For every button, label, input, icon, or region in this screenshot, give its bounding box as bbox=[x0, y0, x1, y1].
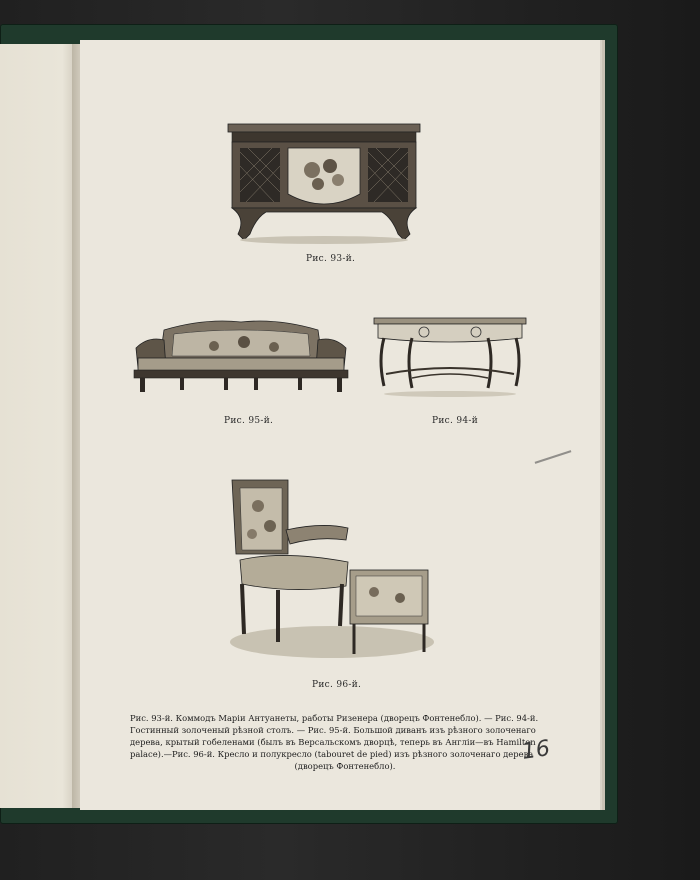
caption-line: Гостинный золоченый рѣзной столъ. — Рис. 95-й. Большой диванъ изъ рѣзного золоченаго bbox=[130, 725, 536, 735]
figure-96-label: Рис. 96-й. bbox=[312, 680, 362, 690]
figure-94-label: Рис. 94-й bbox=[432, 416, 479, 426]
figure-93-commode bbox=[226, 122, 422, 248]
left-page bbox=[0, 44, 78, 808]
figure-95-label: Рис. 95-й. bbox=[224, 416, 274, 426]
caption-line: (дворецъ Фонтенебло). bbox=[294, 761, 396, 771]
caption-line: palace).—Рис. 96-й. Кресло и полукресло (tabouret de pied) изъ рѣзного золоченаго дерева bbox=[130, 749, 534, 759]
figure-93-label: Рис. 93-й. bbox=[306, 254, 356, 264]
page-number: 16 bbox=[520, 736, 552, 765]
figure-95-sofa bbox=[124, 318, 358, 398]
figure-caption-text bbox=[130, 712, 560, 772]
caption-line: дерева, крытый гобеленами (былъ въ Версальскомъ дворцѣ, теперь въ Англіи—въ Hamilton bbox=[130, 737, 536, 747]
caption-line: Рис. 93-й. Коммодъ Маріи Антуанеты, работы Ризенера (дворецъ Фонтенебло). — Рис. 94-й. bbox=[130, 713, 539, 723]
figure-94-table bbox=[372, 316, 528, 400]
figure-96-armchair-tabouret bbox=[222, 474, 436, 664]
